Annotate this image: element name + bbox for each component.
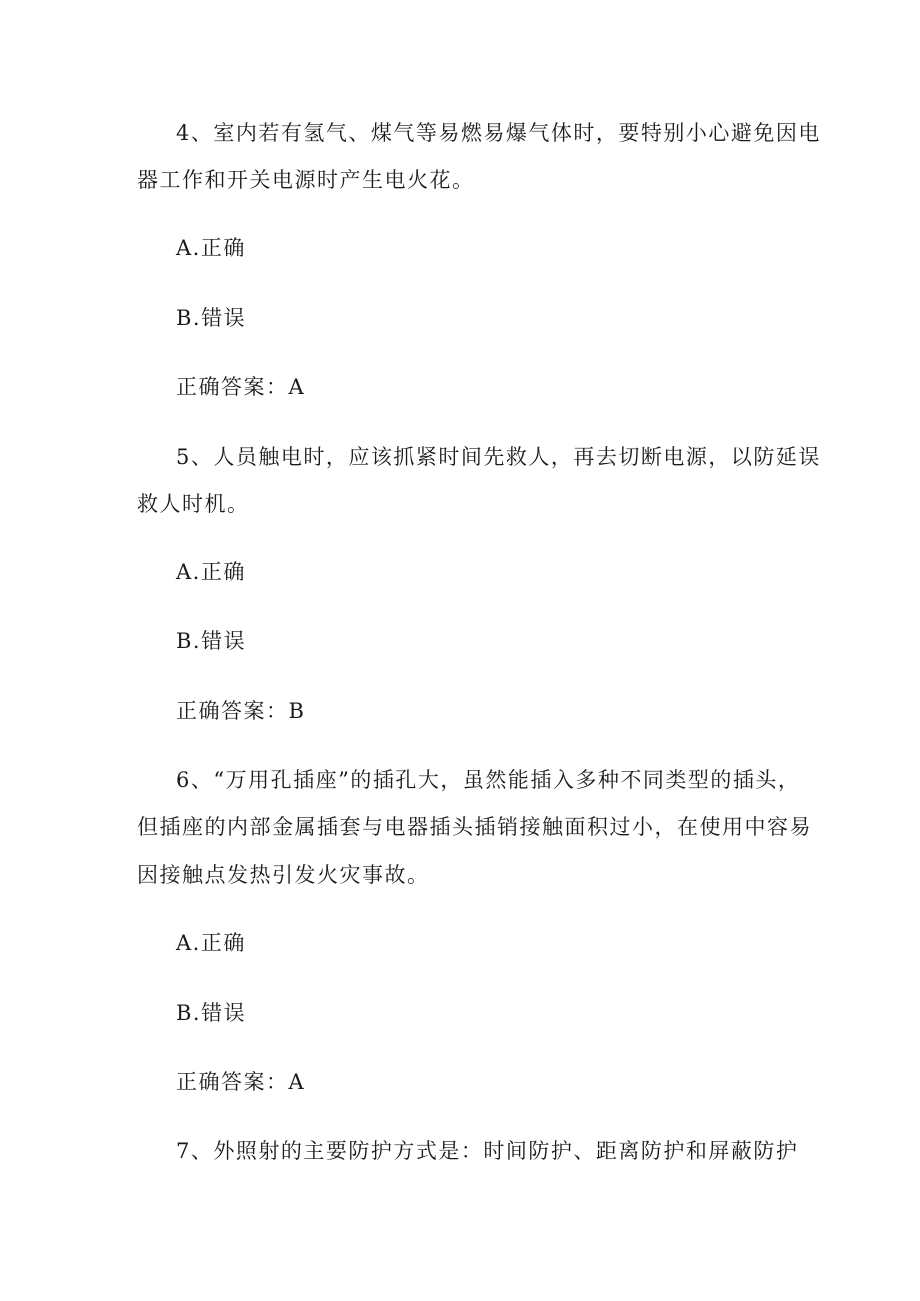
question-6-line-1: 6、“万用孔插座”的插孔大，虽然能插入多种不同类型的插头， (176, 768, 801, 792)
question-6-line-3: 因接触点发热引发火灾事故。 (137, 863, 430, 887)
question-4-line-2: 器工作和开关电源时产生电火花。 (137, 168, 475, 192)
question-4-answer: 正确答案：A (176, 375, 306, 399)
question-6-option-b: B.错误 (176, 1001, 247, 1025)
question-5-option-a: A.正确 (176, 560, 246, 584)
question-4-option-b: B.错误 (176, 306, 247, 330)
question-5-option-b: B.错误 (176, 629, 247, 653)
question-6-option-a: A.正确 (176, 931, 246, 955)
question-5-line-1: 5、人员触电时，应该抓紧时间先救人，再去切断电源，以防延误 (176, 445, 821, 469)
question-5-line-2: 救人时机。 (137, 492, 250, 516)
question-6-answer: 正确答案：A (176, 1070, 306, 1094)
question-4-option-a: A.正确 (176, 236, 246, 260)
question-7-line-1: 7、外照射的主要防护方式是：时间防护、距离防护和屏蔽防护 (176, 1139, 799, 1163)
question-4-line-1: 4、室内若有氢气、煤气等易燃易爆气体时，要特别小心避免因电 (176, 121, 821, 145)
question-5-answer: 正确答案：B (176, 699, 306, 723)
question-6-line-2: 但插座的内部金属插套与电器插头插销接触面积过小，在使用中容易 (137, 815, 812, 839)
